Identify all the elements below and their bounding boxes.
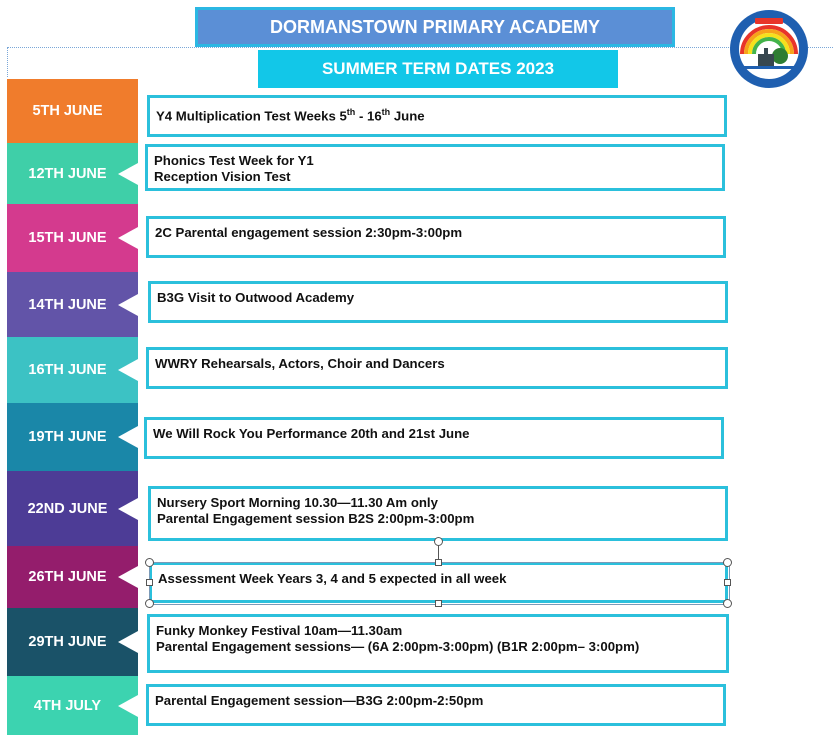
event-box — [146, 347, 728, 389]
tab-notch — [118, 498, 138, 520]
event-text: WWRY Rehearsals, Actors, Choir and Dancers — [155, 356, 445, 371]
date-label: 14TH JUNE — [28, 296, 107, 313]
event-text: Parental Engagement session B2S 2:00pm-3:00pm — [157, 511, 475, 526]
date-tab — [7, 143, 138, 204]
event-text-part: Y4 Multiplication Test Weeks 5 — [156, 108, 347, 124]
date-label: 12TH JUNE — [28, 165, 107, 182]
event-text: B3G Visit to Outwood Academy — [157, 290, 355, 305]
date-label: 4TH JULY — [33, 697, 102, 714]
date-label: 19TH JUNE — [28, 429, 107, 445]
date-tab — [7, 337, 138, 403]
event-text: Funky Monkey Festival 10am—11.30am — [156, 623, 403, 638]
ordinal-suffix: th — [346, 107, 356, 117]
school-crest-icon — [728, 8, 810, 90]
event-box — [146, 216, 726, 258]
event-box — [147, 614, 729, 673]
date-tab — [7, 608, 138, 676]
date-label: 15TH JUNE — [28, 230, 107, 246]
date-tab — [7, 676, 138, 735]
date-tab — [7, 403, 138, 471]
date-tab — [7, 471, 138, 546]
resize-handle-right[interactable] — [724, 579, 731, 586]
page-guide-line-vertical — [7, 47, 8, 77]
date-label: 26TH JUNE — [28, 569, 107, 585]
event-text-part: - 16 — [355, 108, 382, 124]
resize-handle-bottom-left[interactable] — [145, 599, 154, 608]
event-box — [146, 684, 726, 726]
event-text: Reception Vision Test — [154, 169, 291, 184]
resize-handle-bottom[interactable] — [435, 600, 442, 607]
resize-handle-top-right[interactable] — [723, 558, 732, 567]
tab-notch — [118, 227, 138, 249]
event-text: We Will Rock You Performance 20th and 21st June — [153, 426, 470, 441]
event-box — [148, 486, 728, 541]
tab-notch — [118, 566, 138, 588]
ordinal-suffix: th — [381, 107, 391, 117]
page-subtitle: SUMMER TERM DATES 2023 — [258, 50, 618, 88]
date-label: 22ND JUNE — [27, 500, 108, 517]
tab-notch — [118, 294, 138, 316]
event-box — [148, 281, 728, 323]
event-box[interactable] — [149, 562, 728, 603]
tab-notch — [118, 695, 138, 717]
event-text: Parental Engagement session—B3G 2:00pm-2:50pm — [155, 693, 484, 708]
rotate-handle[interactable] — [434, 537, 443, 546]
date-label: 16TH JUNE — [28, 362, 107, 378]
tab-notch — [118, 631, 138, 653]
event-text: Parental Engagement sessions— (6A 2:00pm-3:00pm) (B1R 2:00pm– 3:00pm) — [156, 639, 640, 654]
tab-notch — [118, 163, 138, 185]
page-guide-line — [7, 47, 833, 48]
event-box — [147, 95, 727, 137]
resize-handle-top-left[interactable] — [145, 558, 154, 567]
page-title: DORMANSTOWN PRIMARY ACADEMY — [195, 7, 675, 47]
resize-handle-top[interactable] — [435, 559, 442, 566]
date-label: 5TH JUNE — [32, 103, 103, 119]
event-text-part: June — [390, 108, 425, 124]
event-text: 2C Parental engagement session 2:30pm-3:00pm — [155, 225, 463, 240]
date-tab — [7, 272, 138, 337]
date-tab — [7, 79, 138, 143]
tab-notch — [118, 359, 138, 381]
tab-notch — [118, 426, 138, 448]
event-text — [156, 104, 718, 124]
event-text: Phonics Test Week for Y1 — [154, 153, 314, 168]
event-text: Nursery Sport Morning 10.30—11.30 Am only — [157, 495, 438, 510]
date-label: 29TH JUNE — [28, 634, 107, 650]
date-tab — [7, 546, 138, 608]
resize-handle-bottom-right[interactable] — [723, 599, 732, 608]
event-box — [145, 144, 725, 191]
date-tab — [7, 204, 138, 272]
event-text: Assessment Week Years 3, 4 and 5 expected in all week — [158, 571, 507, 586]
event-box — [144, 417, 724, 459]
resize-handle-left[interactable] — [146, 579, 153, 586]
